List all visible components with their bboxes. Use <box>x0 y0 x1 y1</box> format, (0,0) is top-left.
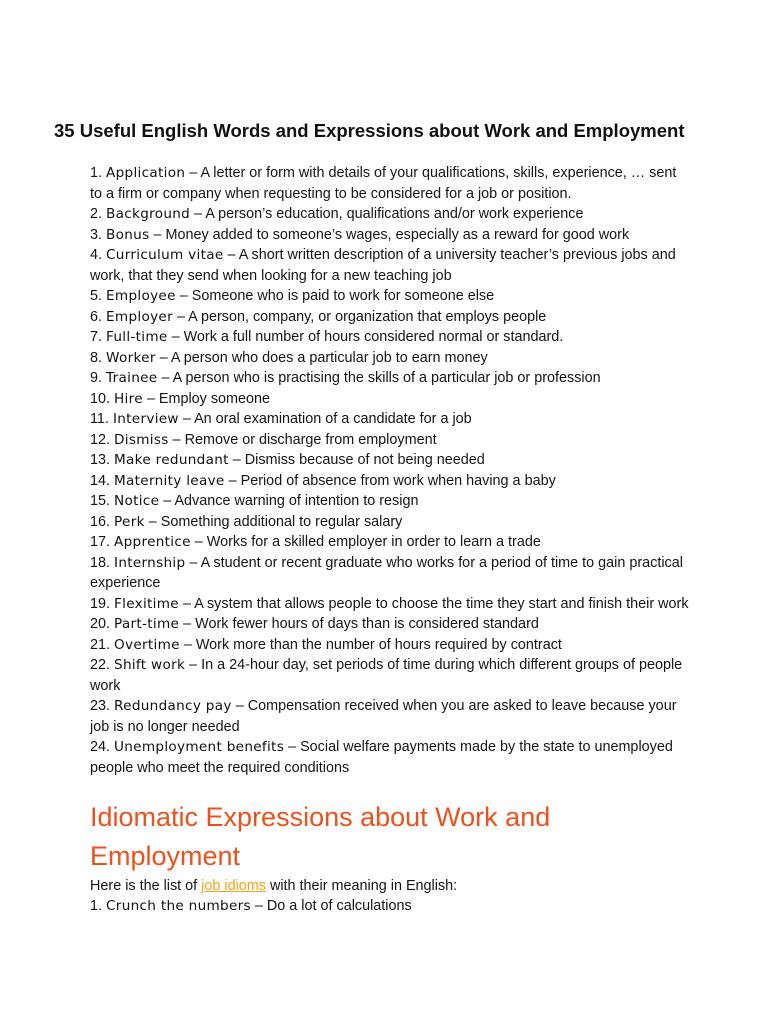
list-item <box>90 430 690 451</box>
term: Notice <box>114 493 160 509</box>
list-item <box>90 491 690 512</box>
term: Shift work <box>114 657 186 673</box>
idioms-list <box>90 896 690 917</box>
item-number: 16. <box>90 513 111 530</box>
definition: – A person, company, or organization that employs people <box>172 308 547 325</box>
term: Employer <box>106 308 173 325</box>
term: Interview <box>112 411 179 427</box>
definition: – Dismiss because of not being needed <box>228 452 485 468</box>
item-number: 7. <box>90 329 103 345</box>
list-item <box>90 286 690 307</box>
term: Background <box>106 206 191 222</box>
list-item <box>90 348 690 369</box>
term: Part-time <box>114 616 180 632</box>
term: Dismiss <box>114 431 169 448</box>
list-item <box>90 163 690 204</box>
definition: – Works for a skilled employer in order to learn a trade <box>190 534 541 550</box>
definition: – Remove or discharge from employment <box>168 431 437 448</box>
term: Redundancy pay <box>114 698 232 714</box>
list-item <box>90 635 690 656</box>
definition: – A short written description of a university teacher’s previous jobs and work, that they send when looking for a new teaching job <box>90 247 676 284</box>
term: Flexitime <box>114 595 179 612</box>
item-number: 2. <box>90 206 103 222</box>
term: Overtime <box>114 636 180 653</box>
list-item <box>90 896 690 917</box>
term: Bonus <box>106 226 150 243</box>
term: Full-time <box>106 329 168 345</box>
term: Unemployment benefits <box>114 739 285 755</box>
list-item <box>90 471 690 492</box>
definition: – A person’s education, qualifications and/or work experience <box>190 206 584 222</box>
list-item <box>90 614 690 635</box>
definition: – An oral examination of a candidate for a job <box>178 411 472 427</box>
definition: – Compensation received when you are asked to leave because your job is no longer needed <box>90 698 677 735</box>
item-number: 14. <box>90 472 111 489</box>
item-number: 9. <box>90 370 103 386</box>
item-number: 23. <box>90 698 111 714</box>
definition: – Something additional to regular salary <box>144 513 403 530</box>
item-number: 19. <box>90 595 111 612</box>
list-item <box>90 512 690 533</box>
term: Hire <box>114 390 143 407</box>
term: Perk <box>114 513 145 530</box>
item-number: 1. <box>90 165 103 181</box>
list-item <box>90 696 690 737</box>
term: Make redundant <box>114 452 229 468</box>
item-number: 5. <box>90 288 103 304</box>
term: Employee <box>106 288 176 304</box>
item-number: 20. <box>90 616 111 632</box>
definition: – Do a lot of calculations <box>250 898 412 914</box>
page-title: 35 Useful English Words and Expressions about Work and Employment <box>54 120 685 141</box>
item-number: 8. <box>90 349 103 366</box>
list-item <box>90 307 690 328</box>
list-item <box>90 450 690 471</box>
job-idioms-link[interactable]: job idioms <box>201 878 266 894</box>
list-item <box>90 245 690 286</box>
definition: – Money added to someone’s wages, especially as a reward for good work <box>149 226 630 243</box>
item-number: 15. <box>90 493 111 509</box>
term: Application <box>106 165 186 181</box>
vocabulary-list <box>90 163 690 778</box>
term: Maternity leave <box>114 472 225 489</box>
definition: – Advance warning of intention to resign <box>159 493 419 509</box>
definition: – Social welfare payments made by the state to unemployed people who meet the required conditions <box>90 739 673 776</box>
definition: – Work a full number of hours considered normal or standard. <box>167 329 564 345</box>
item-number: 21. <box>90 636 111 653</box>
list-item <box>90 327 690 348</box>
list-item <box>90 737 690 778</box>
list-item <box>90 553 690 594</box>
item-number: 3. <box>90 226 103 243</box>
definition: – Someone who is paid to work for someone else <box>175 288 495 304</box>
definition: – Work fewer hours of days than is considered standard <box>179 616 539 632</box>
definition: – Work more than the number of hours required by contract <box>179 636 562 653</box>
list-item <box>90 368 690 389</box>
definition: – Employ someone <box>142 390 271 407</box>
term: Internship <box>114 554 186 571</box>
definition: – A letter or form with details of your qualifications, skills, experience, … sent to a firm or company when requesting to be considered for a job or position. <box>90 165 677 202</box>
item-number: 11. <box>90 411 109 427</box>
item-number: 10. <box>90 390 111 407</box>
list-item <box>90 409 690 430</box>
list-item <box>90 225 690 246</box>
term: Worker <box>106 349 156 366</box>
item-number: 13. <box>90 452 111 468</box>
definition: – In a 24-hour day, set periods of time during which different groups of people work <box>90 657 683 694</box>
definition: – A student or recent graduate who works for a period of time to gain practical experience <box>90 554 683 591</box>
definition: – Period of absence from work when having a baby <box>224 472 556 489</box>
list-item <box>90 532 690 553</box>
term: Trainee <box>106 370 158 386</box>
definition: – A system that allows people to choose the time they start and finish their work <box>178 595 689 612</box>
item-number: 12. <box>90 431 111 448</box>
item-number: 24. <box>90 739 111 755</box>
idioms-intro <box>90 876 690 896</box>
term: Apprentice <box>114 534 191 550</box>
item-number: 6. <box>90 308 103 325</box>
definition: – A person who does a particular job to earn money <box>155 349 488 366</box>
intro-text: Here is the list of <box>90 878 202 894</box>
list-item <box>90 204 690 225</box>
intro-text-end: with their meaning in English: <box>265 878 458 894</box>
term: Curriculum vitae <box>106 247 224 263</box>
list-item <box>90 594 690 615</box>
definition: – A person who is practising the skills of a particular job or profession <box>157 370 601 386</box>
list-item <box>90 655 690 696</box>
item-number: 18. <box>90 554 111 571</box>
item-number: 17. <box>90 534 111 550</box>
item-number: 4. <box>90 247 103 263</box>
item-number: 22. <box>90 657 111 673</box>
idioms-section-heading: Idiomatic Expressions about Work and Employment <box>90 802 551 871</box>
item-number: 1. <box>90 898 103 914</box>
list-item <box>90 389 690 410</box>
term: Crunch the numbers <box>106 898 251 914</box>
